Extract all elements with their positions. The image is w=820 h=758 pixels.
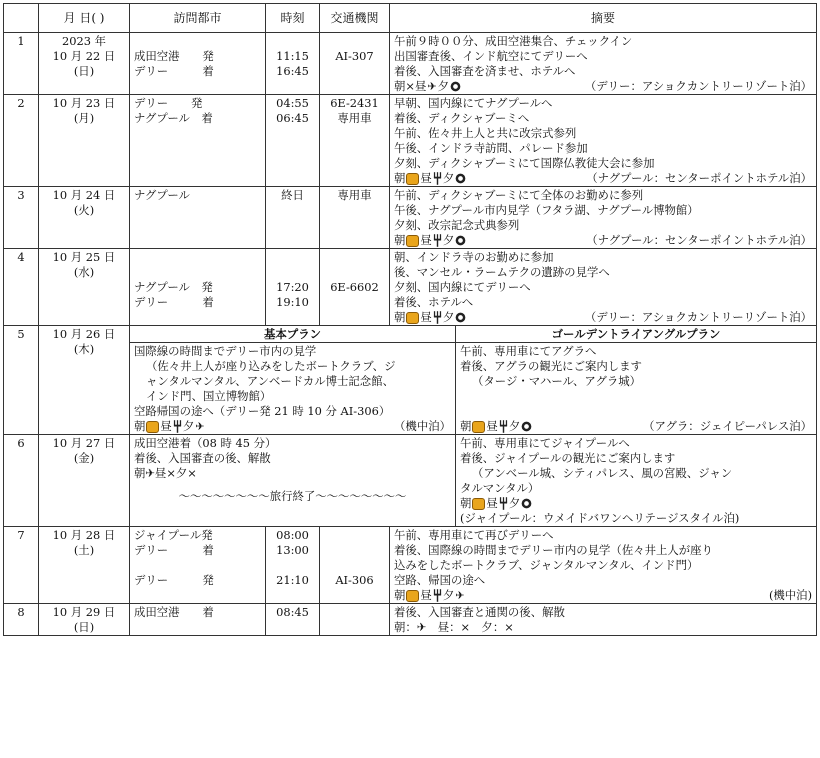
- summary-line: 朝、インドラ寺のお勤めに参加: [394, 250, 554, 264]
- summary-line: 早朝、国内線にてナグプールへ: [394, 96, 553, 110]
- day-number: 7: [4, 527, 39, 604]
- table-row: [4, 435, 817, 527]
- meal-line: [394, 310, 812, 325]
- city-cell: [130, 527, 266, 604]
- transport: 6E-6602: [330, 280, 379, 294]
- date-cell: [39, 33, 130, 95]
- table-row: [4, 527, 817, 604]
- summary-line: 夕刻、国内線にてデリーへ: [394, 280, 531, 294]
- lunch-label: 昼: [486, 496, 498, 510]
- summary-line: 着後、入国審査の後、解散: [134, 451, 271, 465]
- bread-icon: [146, 421, 159, 433]
- transport-cell: [320, 527, 390, 604]
- city-cell: [130, 95, 266, 187]
- header-transport: 交通機関: [320, 4, 390, 33]
- day-number: 4: [4, 249, 39, 326]
- table-row: [4, 326, 817, 343]
- date-day: 10 月 26 日: [52, 327, 116, 341]
- transport-cell: [320, 249, 390, 326]
- date-cell: [39, 435, 130, 527]
- date-weekday: (木): [73, 342, 95, 356]
- meal-line: [460, 419, 812, 434]
- summary-line: （タージ・マハール、アグラ城）: [472, 374, 642, 388]
- fork-icon: [499, 497, 508, 510]
- dinner-label: 夕: [508, 496, 521, 510]
- city: ナグプール 発: [134, 280, 213, 294]
- bread-icon: [406, 173, 419, 185]
- date-cell: [39, 95, 130, 187]
- summary-line: （佐々井上人が座り込みをしたボートクラブ、ジ: [146, 359, 396, 373]
- time: 16:45: [276, 64, 309, 78]
- summary-line: ャンタルマンタル、アンベードカル博士記念館、: [146, 374, 394, 388]
- hotel-note: （デリー：アショクカントリーリゾート泊）: [584, 79, 813, 93]
- date-weekday: (日): [73, 64, 95, 78]
- dinner-label: 夕: [442, 588, 455, 602]
- header-summary: 摘要: [390, 4, 817, 33]
- breakfast-label: 朝: [460, 419, 472, 433]
- date-cell: [39, 326, 130, 435]
- summary-line: 出国審査後、インド航空にてデリーへ: [394, 49, 588, 63]
- transport: AI-306: [335, 573, 374, 587]
- summary-line: 夕刻、ディクシャブーミにて国際仏教徒大会に参加: [394, 156, 655, 170]
- transport-cell: [320, 604, 390, 636]
- breakfast-none: ×: [405, 79, 415, 93]
- city: デリー 発: [134, 96, 203, 110]
- table-row: [4, 604, 817, 636]
- dinner-label: 夕: [437, 79, 449, 93]
- summary-cell: [390, 187, 817, 249]
- breakfast-label: 朝: [394, 588, 406, 602]
- time: 11:15: [276, 49, 309, 63]
- meal-line: [134, 419, 451, 434]
- summary-line: 空路、帰国の途へ: [394, 573, 486, 587]
- summary-line: 空路帰国の途へ（デリー発 21 時 10 分 AI-306）: [134, 404, 391, 418]
- summary-line: 着後、国際線の時間までデリー市内の見学（佐々井上人が座り: [394, 543, 713, 557]
- transport-cell: [320, 95, 390, 187]
- city: ナグプール: [134, 188, 190, 202]
- time-cell: [266, 249, 320, 326]
- summary-line: 国際線の時間までデリー市内の見学: [134, 344, 317, 358]
- day-number: 8: [4, 604, 39, 636]
- bread-icon: [472, 421, 485, 433]
- summary-line: 着後、入国審査と通関の後、解散: [394, 605, 565, 619]
- date-weekday: (金): [73, 451, 95, 465]
- summary-line: 込みをしたボートクラブ、ジャンタルマンタル、インド門）: [394, 558, 699, 572]
- date-day: 10 月 23 日: [52, 96, 116, 110]
- summary-line: 午前、ディクシャブーミにて全体のお勤めに参列: [394, 188, 644, 202]
- summary-line: 成田空港着（08 時 45 分）: [134, 436, 277, 450]
- transport: 6E-2431: [330, 96, 379, 110]
- lunch-label: 昼: [420, 588, 432, 602]
- lunch-label: 昼: [420, 233, 432, 247]
- fork-icon: [499, 420, 508, 433]
- meal-line: [394, 171, 812, 186]
- dinner-label: 夕: [508, 419, 521, 433]
- summary-line: 午前９時００分、成田空港集合、チェックイン: [394, 34, 633, 48]
- bread-icon: [406, 235, 419, 247]
- time: 06:45: [276, 111, 309, 125]
- date-weekday: (水): [73, 265, 95, 279]
- lunch-label: 昼: [160, 419, 172, 433]
- plate-icon: [455, 235, 466, 246]
- dinner-label: 夕: [442, 233, 455, 247]
- summary-line: 午前、専用車にてジャイプールへ: [460, 436, 630, 450]
- summary-cell: [390, 33, 817, 95]
- summary-line: 着後、アグラの観光にご案内します: [460, 359, 642, 373]
- transport: 専用車: [337, 188, 372, 202]
- transport: AI-307: [335, 49, 374, 63]
- city: デリー 着: [134, 543, 214, 557]
- city: デリー 着: [134, 64, 214, 78]
- hotel-note: （ナグプール：センターポイントホテル泊）: [586, 171, 813, 185]
- time: 21:10: [276, 573, 309, 587]
- date-cell: [39, 527, 130, 604]
- dinner-label: 夕: [442, 310, 455, 324]
- lunch-label: 昼: [486, 419, 498, 433]
- header-date: 月 日( ): [39, 4, 130, 33]
- plane-icon: ✈: [195, 420, 205, 433]
- city: ナグプール 着: [134, 111, 213, 125]
- plate-icon: [521, 421, 532, 432]
- bread-icon: [406, 590, 419, 602]
- summary-line: 後、マンセル・ラームテクの遺跡の見学へ: [394, 265, 610, 279]
- day-number: 6: [4, 435, 39, 527]
- city: 成田空港 着: [134, 605, 214, 619]
- table-row: [4, 95, 817, 187]
- day-number: 2: [4, 95, 39, 187]
- city-cell: [130, 187, 266, 249]
- time-cell: [266, 604, 320, 636]
- basic-plan-heading: 基本プラン: [130, 326, 456, 343]
- fork-icon: [433, 589, 442, 602]
- header-no: [4, 4, 39, 33]
- table-row: [4, 187, 817, 249]
- date-year: 2023 年: [62, 34, 106, 48]
- hotel-note: （デリー：アショクカントリーリゾート泊）: [584, 310, 813, 324]
- day-number: 1: [4, 33, 39, 95]
- city: ジャイプール発: [134, 528, 213, 542]
- lunch-label: 昼: [420, 310, 432, 324]
- date-weekday: (日): [73, 620, 95, 634]
- fork-icon: [173, 420, 182, 433]
- hotel-note: （アグラ：ジェイピーパレス泊）: [643, 419, 813, 433]
- time-cell: [266, 95, 320, 187]
- time-cell: [266, 527, 320, 604]
- city-cell: [130, 249, 266, 326]
- date-cell: [39, 249, 130, 326]
- summary-line: 午前、専用車にてアグラへ: [460, 344, 597, 358]
- date-cell: [39, 187, 130, 249]
- date-weekday: (土): [73, 543, 95, 557]
- date-day: 10 月 25 日: [52, 250, 116, 264]
- city: デリー 発: [134, 573, 214, 587]
- breakfast-label: 朝: [134, 419, 146, 433]
- date-weekday: (火): [73, 203, 95, 217]
- plate-icon: [521, 498, 532, 509]
- summary-cell: [390, 249, 817, 326]
- date-day: 10 月 27 日: [52, 436, 116, 450]
- plane-icon: ✈: [427, 80, 437, 93]
- time: 08:45: [276, 605, 309, 619]
- golden-plan-cell: [456, 343, 817, 435]
- city: デリー 着: [134, 295, 214, 309]
- summary-line: （アンベール城、シティパレス、風の宮殿、ジャン: [472, 466, 733, 480]
- date-cell: [39, 604, 130, 636]
- summary-line: 午後、インドラ寺訪問、パレード参加: [394, 141, 588, 155]
- fork-icon: [433, 311, 442, 324]
- trip-end-line: 〜〜〜〜〜〜〜〜旅行終了〜〜〜〜〜〜〜〜: [178, 489, 407, 503]
- fork-icon: [433, 172, 442, 185]
- summary-cell: [390, 95, 817, 187]
- breakfast-label: 朝: [394, 171, 406, 185]
- hotel-note: （ナグプール：センターポイントホテル泊）: [586, 233, 813, 247]
- summary-line: タルマンタル）: [460, 481, 540, 495]
- hotel-note: （機中泊）: [394, 419, 451, 433]
- bread-icon: [406, 312, 419, 324]
- day-number: 3: [4, 187, 39, 249]
- meal-line: [394, 79, 812, 94]
- basic-plan-cell: [130, 435, 456, 527]
- dinner-label: 夕: [442, 171, 455, 185]
- dinner-label: 夕: [182, 419, 195, 433]
- basic-plan-cell: [130, 343, 456, 435]
- summary-line: インド門、国立博物館）: [146, 389, 272, 403]
- meal-line: 朝：✈ 昼：× 夕：×: [394, 620, 514, 634]
- time: 13:00: [276, 543, 309, 557]
- date-day: 10 月 29 日: [52, 605, 116, 619]
- hotel-note: (ジャイプール：ウメイドバワンヘリテージスタイル泊): [460, 511, 740, 525]
- summary-line: 着後、ホテルへ: [394, 295, 474, 309]
- time: 19:10: [276, 295, 309, 309]
- transport-cell: [320, 187, 390, 249]
- meal-line: 朝✈昼×夕×: [134, 466, 197, 480]
- breakfast-label: 朝: [394, 310, 406, 324]
- header-time: 時刻: [266, 4, 320, 33]
- table-row: [4, 249, 817, 326]
- summary-line: 夕刻、改宗記念式典参列: [394, 218, 520, 232]
- transport: 専用車: [337, 111, 372, 125]
- table-header: [4, 4, 817, 33]
- golden-plan-heading: ゴールデントライアングルプラン: [456, 326, 817, 343]
- date-day: 10 月 22 日: [52, 49, 116, 63]
- summary-line: 午前、専用車にて再びデリーへ: [394, 528, 554, 542]
- plate-icon: [455, 173, 466, 184]
- lunch-label: 昼: [420, 171, 432, 185]
- breakfast-label: 朝: [394, 233, 406, 247]
- time: 04:55: [276, 96, 309, 110]
- lunch-label: 昼: [414, 79, 427, 93]
- day-number: 5: [4, 326, 39, 435]
- summary-line: 着後、ジャイプールの観光にご案内します: [460, 451, 676, 465]
- hotel-note: (機中泊): [768, 588, 813, 602]
- city: 成田空港 発: [134, 49, 214, 63]
- itinerary-table: [3, 3, 817, 636]
- meal-line: [394, 588, 812, 603]
- meal-line: [460, 496, 812, 511]
- meal-line: [394, 233, 812, 248]
- bread-icon: [472, 498, 485, 510]
- time: 終日: [281, 188, 304, 202]
- time-cell: [266, 33, 320, 95]
- summary-cell: [390, 604, 817, 636]
- city-cell: [130, 604, 266, 636]
- breakfast-label: 朝: [460, 496, 472, 510]
- summary-line: 午前、佐々井上人と共に改宗式参列: [394, 126, 577, 140]
- header-city: 訪問都市: [130, 4, 266, 33]
- date-weekday: (月): [73, 111, 95, 125]
- date-day: 10 月 24 日: [52, 188, 116, 202]
- fork-icon: [433, 234, 442, 247]
- plate-icon: [455, 312, 466, 323]
- summary-line: 着後、入国審査を済ませ、ホテルへ: [394, 64, 576, 78]
- breakfast-label: 朝: [394, 79, 406, 93]
- time: 08:00: [276, 528, 309, 542]
- plate-icon: [450, 81, 461, 92]
- table-row: [4, 33, 817, 95]
- time: 17:20: [276, 280, 309, 294]
- date-day: 10 月 28 日: [52, 528, 116, 542]
- city-cell: [130, 33, 266, 95]
- time-cell: [266, 187, 320, 249]
- transport-cell: [320, 33, 390, 95]
- golden-plan-cell: [456, 435, 817, 527]
- summary-cell: [390, 527, 817, 604]
- summary-line: 着後、ディクシャブーミへ: [394, 111, 530, 125]
- summary-line: 午後、ナグプール市内見学（フタラ湖、ナグプール博物館）: [394, 203, 699, 217]
- plane-icon: ✈: [455, 589, 465, 602]
